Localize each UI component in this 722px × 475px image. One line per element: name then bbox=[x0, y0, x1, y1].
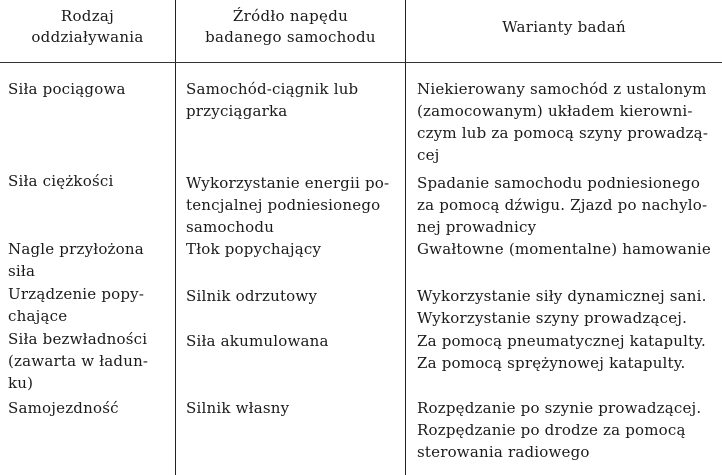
row2-warianty: Spadanie samochodu podniesionego za pomocą dźwigu. Zjazd po nachylo- nej prowadnicy bbox=[417, 174, 708, 236]
header-rodzaj: Rodzaj oddziaływania bbox=[31, 7, 144, 46]
row1-rodzaj: Siła pociągowa bbox=[8, 80, 126, 98]
header-warianty: Warianty badań bbox=[502, 18, 626, 36]
row6-rodzaj: Samojezdność bbox=[8, 399, 119, 417]
column-divider-2 bbox=[405, 0, 406, 475]
row2-zrodlo: Wykorzystanie energii po- tencjalnej podniesionego samochodu bbox=[186, 174, 390, 236]
column-divider-1 bbox=[175, 0, 176, 475]
row3-warianty: Gwałtowne (momentalne) hamowanie bbox=[417, 240, 711, 258]
row3-rodzaj: Nagle przyłożona siła bbox=[8, 240, 144, 280]
row2-rodzaj: Siła ciężkości bbox=[8, 172, 114, 190]
row6-warianty: Rozpędzanie po szynie prowadzącej. Rozpędzanie po drodze za pomocą sterowania radiowego bbox=[417, 399, 702, 461]
row3-zrodlo: Tłok popychający bbox=[186, 240, 322, 258]
row5-rodzaj: Siła bezwładności (zawarta w ładun- ku) bbox=[8, 330, 149, 392]
header-zrodlo: Źródło napędu badanego samochodu bbox=[205, 7, 376, 46]
header-divider bbox=[0, 62, 722, 63]
row4-zrodlo: Silnik odrzutowy bbox=[186, 287, 318, 305]
row1-zrodlo: Samochód-ciągnik lub przyciągarka bbox=[186, 80, 359, 120]
row5-zrodlo: Siła akumulowana bbox=[186, 332, 329, 350]
row4-rodzaj: Urządzenie popy- chające bbox=[8, 285, 145, 325]
row5-warianty: Za pomocą pneumatycznej katapulty. Za pomocą sprężynowej katapulty. bbox=[417, 332, 707, 372]
row1-warianty: Niekierowany samochód z ustalonym (zamocowanym) układem kierowni- czym lub za pomocą szyny prowadzą- cej bbox=[417, 80, 709, 164]
row4-warianty: Wykorzystanie siły dynamicznej sani. Wykorzystanie szyny prowadzącej. bbox=[417, 287, 707, 327]
row6-zrodlo: Silnik własny bbox=[186, 399, 290, 417]
